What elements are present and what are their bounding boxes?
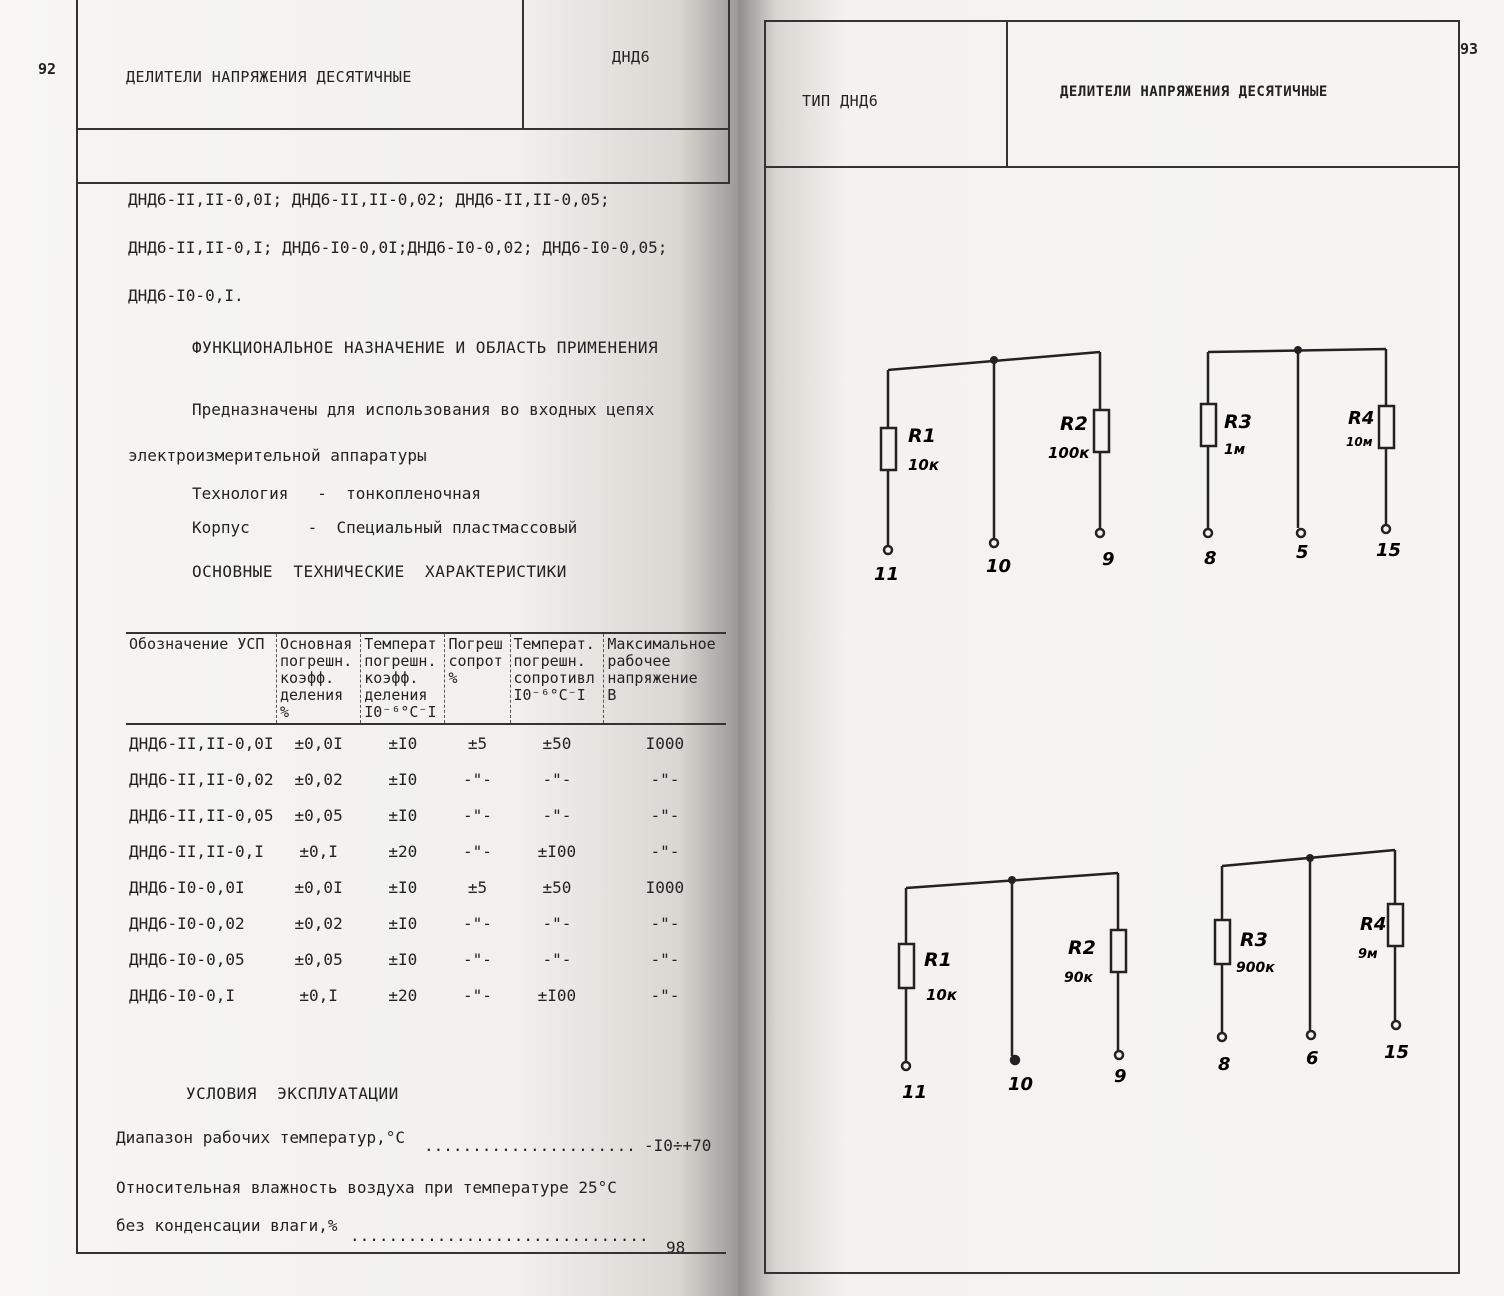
- pin-label-15: 15: [1376, 540, 1402, 561]
- pin-label-10: 10: [1008, 1074, 1034, 1095]
- cell: -"-: [463, 805, 492, 825]
- pin-5: [1297, 529, 1305, 537]
- cell: ±I0: [388, 805, 418, 825]
- header-type: ТИП ДНД6: [802, 92, 879, 110]
- table-header-row: [126, 633, 726, 724]
- cell: -"-: [463, 769, 492, 789]
- cell: ДНД6-I0-0,I: [129, 985, 235, 1005]
- table-row: [126, 869, 726, 905]
- pin-8: [1218, 1033, 1226, 1041]
- humidity-value: 98: [666, 1238, 686, 1257]
- table-row: [126, 761, 726, 797]
- humidity-line-1: Относительная влажность воздуха при температуре 25°С: [116, 1178, 617, 1197]
- case-line: Корпус - Специальный пластмассовый: [192, 518, 578, 537]
- pin-10: [990, 539, 998, 547]
- col-header-temp-res: Температ. погрешн. сопротивл I0⁻⁶°C⁻I: [510, 633, 604, 724]
- cell: ±I0: [388, 769, 418, 789]
- cell: ±I0: [388, 949, 418, 969]
- cell: -"-: [463, 985, 492, 1005]
- table-row: [126, 833, 726, 869]
- variants-line-1: ДНД6-II,II-0,0I; ДНД6-II,II-0,02; ДНД6-II,II-0,05;: [128, 190, 610, 209]
- label-r2-value: 100к: [1048, 444, 1090, 462]
- cell: ДНД6-II,II-0,I: [129, 841, 264, 861]
- page-number: 92: [38, 60, 57, 78]
- cell: -"-: [463, 949, 492, 969]
- pin-10: [1011, 1056, 1019, 1064]
- resistor-r2: [1111, 930, 1126, 972]
- purpose-line-2: электроизмерительной аппаратуры: [128, 446, 427, 465]
- header-type: ДНД6: [612, 48, 651, 66]
- cell: ДНД6-I0-0,05: [129, 949, 245, 969]
- header-divider: [522, 0, 524, 128]
- resistor-r1: [881, 428, 896, 470]
- resistor-r4: [1379, 406, 1394, 448]
- cell: I000: [645, 733, 685, 753]
- cell: -"-: [650, 913, 680, 933]
- label-r3-value: 900к: [1236, 960, 1275, 976]
- col-header-temp-ratio: Температ погрешн. коэфф. деления I0⁻⁶°C⁻I: [361, 633, 445, 724]
- col-header-res-error: Погреш сопрот %: [445, 633, 510, 724]
- variants-line-2: ДНД6-II,II-0,I; ДНД6-I0-0,0I;ДНД6-I0-0,02; ДНД6-I0-0,05;: [128, 238, 668, 257]
- header-title: ДЕЛИТЕЛИ НАПРЯЖЕНИЯ ДЕСЯТИЧНЫЕ: [126, 68, 412, 86]
- cell: ±20: [388, 841, 418, 861]
- table-row: [126, 797, 726, 833]
- header-rule: [76, 128, 728, 130]
- cell: -"-: [650, 805, 680, 825]
- resistor-r4: [1388, 904, 1403, 946]
- temp-range-label: Диапазон рабочих температур,°С: [116, 1128, 405, 1147]
- pin-9: [1115, 1051, 1123, 1059]
- header-frame: [76, 0, 730, 184]
- humidity-leader: ...............................: [350, 1226, 649, 1245]
- cell: -"-: [542, 913, 572, 933]
- cell: -"-: [542, 805, 572, 825]
- specs-heading: ОСНОВНЫЕ ТЕХНИЧЕСКИЕ ХАРАКТЕРИСТИКИ: [192, 562, 567, 581]
- cell: ±50: [542, 877, 572, 897]
- label-r2-value: 90к: [1064, 970, 1093, 986]
- cell: ±0,I: [299, 841, 338, 861]
- cell: ДНД6-I0-0,02: [129, 913, 245, 933]
- label-r3: R3: [1240, 929, 1268, 951]
- label-r1-value: 10к: [908, 456, 940, 474]
- cell: ±I00: [537, 841, 577, 861]
- cell: ±0,05: [294, 805, 343, 825]
- humidity-line-2: без конденсации влаги,%: [116, 1216, 338, 1235]
- left-margin-rule: [76, 182, 78, 1252]
- cell: ±5: [467, 733, 488, 753]
- col-header-max-voltage: Максимальное рабочее напряжение В: [604, 633, 726, 724]
- purpose-heading: ФУНКЦИОНАЛЬНОЕ НАЗНАЧЕНИЕ И ОБЛАСТЬ ПРИМЕНЕНИЯ: [192, 338, 659, 357]
- pin-6: [1307, 1031, 1315, 1039]
- pin-15: [1382, 525, 1390, 533]
- pin-label-6: 6: [1306, 1048, 1319, 1069]
- pin-label-11: 11: [874, 564, 900, 585]
- cell: ±I0: [388, 877, 418, 897]
- bottom-rule: [76, 1252, 726, 1254]
- pin-label-15: 15: [1384, 1042, 1410, 1063]
- schematics-svg: [738, 0, 1504, 1296]
- pin-label-9: 9: [1114, 1066, 1127, 1087]
- cell: ДНД6-II,II-0,05: [129, 805, 274, 825]
- pin-8: [1204, 529, 1212, 537]
- conditions-heading: УСЛОВИЯ ЭКСПЛУАТАЦИИ: [186, 1084, 399, 1103]
- cell: ±50: [542, 733, 572, 753]
- pin-label-5: 5: [1296, 542, 1309, 563]
- resistor-r3: [1201, 404, 1216, 446]
- variants-line-3: ДНД6-I0-0,I.: [128, 286, 244, 305]
- cell: -"-: [542, 949, 572, 969]
- specs-table: [126, 632, 726, 1013]
- cell: ±I0: [388, 733, 418, 753]
- col-header-base-error: Основная погрешн. коэфф. деления %: [277, 633, 361, 724]
- resistor-r1: [899, 944, 914, 988]
- cell: ±I00: [537, 985, 577, 1005]
- pin-label-8: 8: [1204, 548, 1217, 569]
- technology-line: Технология - тонкопленочная: [192, 484, 481, 503]
- table-row: [126, 905, 726, 941]
- page-number: 93: [1460, 40, 1479, 58]
- pin-9: [1096, 529, 1104, 537]
- cell: ±0,0I: [294, 877, 343, 897]
- label-r4: R4: [1348, 408, 1375, 429]
- temp-range-value: -I0÷+70: [644, 1136, 712, 1155]
- table-row: [126, 977, 726, 1013]
- label-r4-value: 10м: [1346, 435, 1373, 449]
- pin-label-10: 10: [986, 556, 1012, 577]
- resistor-r3: [1215, 920, 1230, 964]
- cell: -"-: [650, 985, 680, 1005]
- label-r1: R1: [924, 949, 952, 971]
- cell: ±0,I: [299, 985, 338, 1005]
- pin-11: [902, 1062, 910, 1070]
- label-r4: R4: [1360, 914, 1387, 935]
- pin-15: [1392, 1021, 1400, 1029]
- pin-label-11: 11: [902, 1082, 928, 1103]
- label-r1-value: 10к: [926, 986, 958, 1004]
- cell: ±0,02: [294, 769, 343, 789]
- cell: -"-: [463, 841, 492, 861]
- label-r1: R1: [908, 425, 936, 447]
- cell: ±5: [467, 877, 488, 897]
- purpose-line-1: Предназначены для использования во входных цепях: [192, 400, 655, 419]
- cell: I000: [645, 877, 685, 897]
- cell: ±I0: [388, 913, 418, 933]
- cell: ±0,05: [294, 949, 343, 969]
- table-row: [126, 724, 726, 761]
- pin-label-8: 8: [1218, 1054, 1231, 1075]
- cell: ±0,02: [294, 913, 343, 933]
- cell: ДНД6-II,II-0,0I: [129, 733, 274, 753]
- cell: -"-: [650, 841, 680, 861]
- label-r2: R2: [1068, 937, 1096, 959]
- cell: ±0,0I: [294, 733, 343, 753]
- cell: -"-: [650, 949, 680, 969]
- cell: -"-: [463, 913, 492, 933]
- left-page: [0, 0, 738, 1296]
- cell: ДНД6-II,II-0,02: [129, 769, 274, 789]
- temp-range-leader: ......................: [424, 1136, 636, 1155]
- pin-label-9: 9: [1102, 549, 1115, 570]
- right-page: [738, 0, 1504, 1296]
- cell: -"-: [650, 769, 680, 789]
- resistor-r2: [1094, 410, 1109, 452]
- table-row: [126, 941, 726, 977]
- header-title: ДЕЛИТЕЛИ НАПРЯЖЕНИЯ ДЕСЯТИЧНЫЕ: [1060, 84, 1328, 100]
- cell: -"-: [542, 769, 572, 789]
- label-r3-value: 1м: [1224, 442, 1246, 458]
- cell: ±20: [388, 985, 418, 1005]
- cell: ДНД6-I0-0,0I: [129, 877, 245, 897]
- label-r2: R2: [1060, 413, 1088, 435]
- label-r4-value: 9м: [1358, 947, 1378, 962]
- col-header-designation: Обозначение УСП: [126, 633, 277, 724]
- pin-11: [884, 546, 892, 554]
- label-r3: R3: [1224, 411, 1252, 433]
